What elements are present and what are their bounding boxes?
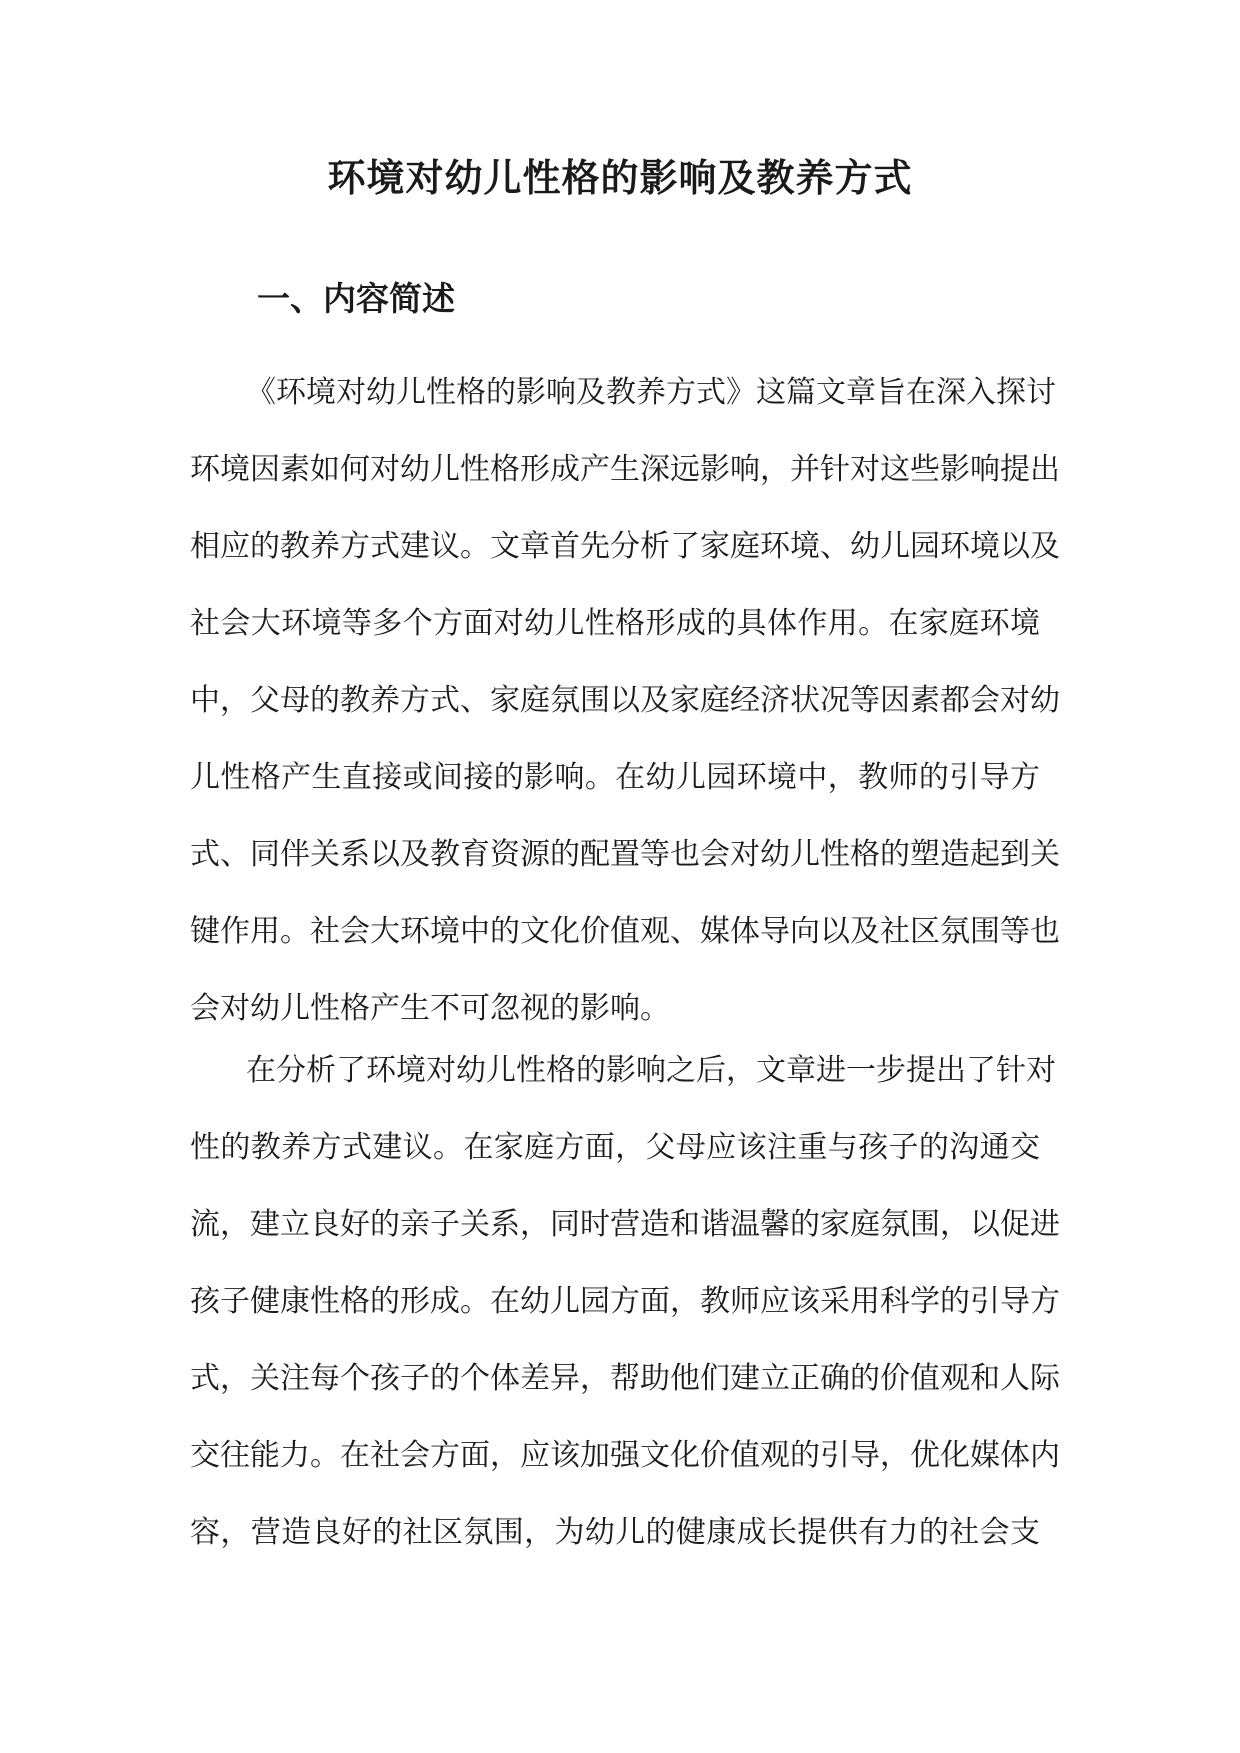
paragraph xyxy=(190,1032,1060,1571)
paragraph-line: 性的教养方式建议。在家庭方面，父母应该注重与孩子的沟通交 xyxy=(190,1130,1040,1165)
paragraph-line: 键作用。社会大环境中的文化价值观、媒体导向以及社区氛围等也 xyxy=(190,914,1060,949)
paragraph-line: 社会大环境等多个方面对幼儿性格形成的具体作用。在家庭环境 xyxy=(190,606,1040,641)
paragraph-line: 孩子健康性格的形成。在幼儿园方面，教师应该采用科学的引导方 xyxy=(190,1284,1060,1319)
paragraph-line: 会对幼儿性格产生不可忽视的影响。 xyxy=(190,991,670,1026)
paragraph-line: 容，营造良好的社区氛围，为幼儿的健康成长提供有力的社会支 xyxy=(190,1515,1040,1550)
paragraph-line: 式，关注每个孩子的个体差异，帮助他们建立正确的价值观和人际 xyxy=(190,1361,1060,1396)
paragraph-line: 环境因素如何对幼儿性格形成产生深远影响，并针对这些影响提出 xyxy=(190,452,1060,487)
paragraph-line: 儿性格产生直接或间接的影响。在幼儿园环境中，教师的引导方 xyxy=(190,760,1040,795)
paragraph-line: 交往能力。在社会方面，应该加强文化价值观的引导，优化媒体内 xyxy=(190,1438,1060,1473)
paragraph-line: 《环境对幼儿性格的影响及教养方式》这篇文章旨在深入探讨 xyxy=(246,375,1056,410)
paragraph-line: 相应的教养方式建议。文章首先分析了家庭环境、幼儿园环境以及 xyxy=(190,529,1060,564)
paragraph-line: 中，父母的教养方式、家庭氛围以及家庭经济状况等因素都会对幼 xyxy=(190,683,1060,718)
paragraph-line: 在分析了环境对幼儿性格的影响之后，文章进一步提出了针对 xyxy=(246,1053,1056,1088)
section-heading: 一、内容简述 xyxy=(257,279,455,318)
paragraph xyxy=(190,354,1060,1047)
paragraph-line: 流，建立良好的亲子关系，同时营造和谐温馨的家庭氛围，以促进 xyxy=(190,1207,1060,1242)
paragraph-line: 式、同伴关系以及教育资源的配置等也会对幼儿性格的塑造起到关 xyxy=(190,837,1060,872)
document-title: 环境对幼儿性格的影响及教养方式 xyxy=(327,155,913,200)
